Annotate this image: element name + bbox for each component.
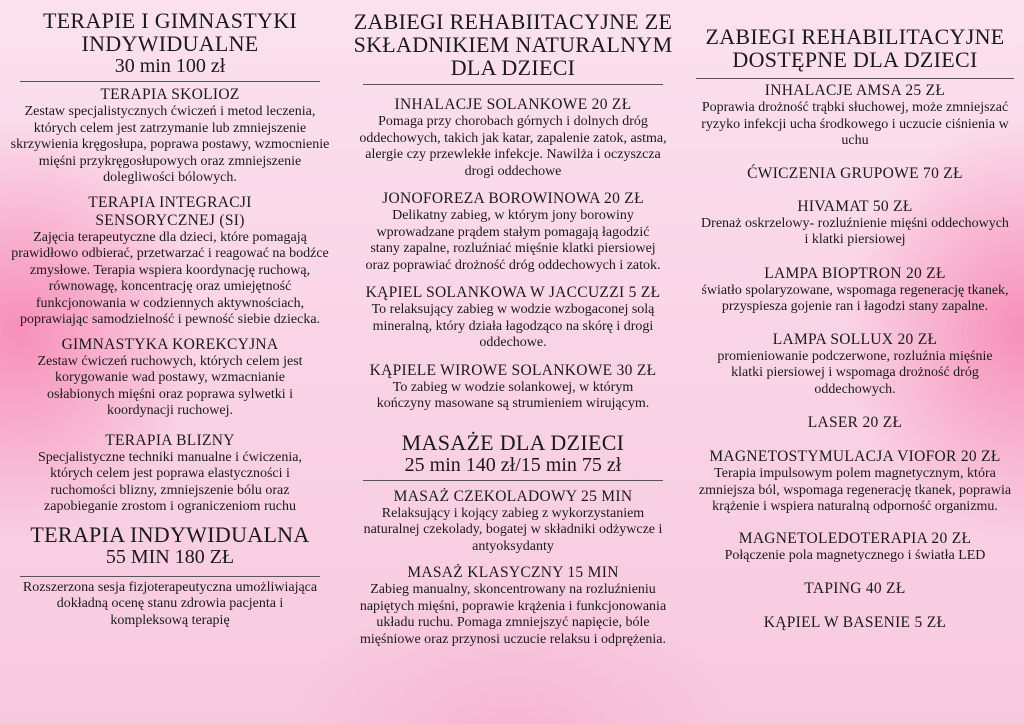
section-title-line: DOSTĘPNE DLA DZIECI bbox=[732, 47, 978, 72]
service-item bbox=[0, 432, 340, 516]
service-item bbox=[686, 331, 1024, 399]
service-description: Zestaw specjalistycznych ćwiczeń i metod leczenia, których celem jest zatrzymanie lub zmniejszenie skrzywienia kręgosłupa, poprawa postawy, wzmocnienie mięśni przykręgosłupowych oraz zmniejszenie dolegliwości bólowych. bbox=[10, 104, 330, 185]
service-title: MAGNETOLEDOTERAPIA 20 ZŁ bbox=[738, 529, 972, 547]
service-title: INHALACJE AMSA 25 ZŁ bbox=[764, 82, 946, 99]
section-title-line: ZABIEGI REHABILITACYJNE bbox=[705, 24, 1005, 49]
service-title: KĄPIELE WIROWE SOLANKOWE 30 ZŁ bbox=[369, 361, 657, 379]
divider bbox=[696, 78, 1014, 79]
service-item bbox=[340, 362, 686, 413]
divider bbox=[20, 81, 320, 82]
service-title: HIVAMAT 50 ZŁ bbox=[797, 197, 913, 215]
section-price: 55 MIN 180 ZŁ bbox=[105, 545, 235, 568]
service-item bbox=[0, 86, 340, 187]
service-item bbox=[686, 82, 1024, 150]
service-title: ĆWICZENIA GRUPOWE 70 ZŁ bbox=[747, 164, 963, 182]
service-item bbox=[686, 614, 1024, 632]
service-title: TERAPIA SKOLIOZ bbox=[100, 86, 240, 103]
service-title: MASAŻ KLASYCZNY 15 MIN bbox=[407, 564, 619, 581]
service-item bbox=[686, 165, 1024, 183]
service-item bbox=[340, 488, 686, 556]
service-title: MAGNETOSTYMULACJA VIOFOR 20 ZŁ bbox=[709, 448, 1001, 465]
service-title: GIMNASTYKA KOREKCYJNA bbox=[61, 335, 279, 353]
section-title-line: TERAPIE I GIMNASTYKI bbox=[42, 8, 298, 33]
service-description: Delikatny zabieg, w którym jony borowiny wprowadzane prądem stałym pomagają łagodzić stany zapalne, rozluźniać mięśnie klatki piersiowej oraz poprawiać drożność dróg oddechowych i zatok. bbox=[365, 208, 661, 273]
divider bbox=[363, 84, 663, 85]
service-title: LAMPA BIOPTRON 20 ZŁ bbox=[764, 264, 946, 282]
service-title: TERAPIA INTEGRACJI SENSORYCZNEJ (SI) bbox=[88, 193, 252, 229]
column-natural-treatments bbox=[340, 0, 686, 648]
service-title: LASER 20 ZŁ bbox=[807, 414, 903, 431]
service-description: Pomaga przy chorobach górnych i dolnych dróg oddechowych, takich jak katar, zapalenie zatok, astma, alergie czy przewlekłe infekcje. Nawilża i oczyszcza drogi oddechowe bbox=[359, 114, 667, 179]
service-description: Poprawia drożność trąbki słuchowej, może zmniejszać ryzyko infekcji ucha środkowego i uczucie ciśnienia w uchu bbox=[701, 100, 1009, 148]
service-title: JONOFOREZA BOROWINOWA 20 ZŁ bbox=[382, 190, 644, 207]
service-item bbox=[686, 414, 1024, 432]
service-item bbox=[686, 198, 1024, 249]
service-item bbox=[0, 336, 340, 420]
service-description: światło spolaryzowane, wspomaga regenerację tkanek, przyspiesza gojenie ran i łagodzi stany zapalne. bbox=[701, 282, 1009, 314]
service-description: Specjalistyczne techniki manualne i ćwiczenia, których celem jest poprawa elastyczności i ruchomości blizny, zmniejszenie bólu oraz zapobieganie zrostom i ograniczeniom ruchu bbox=[38, 449, 302, 514]
section-title-line: DLA DZIECI bbox=[450, 55, 576, 80]
service-description: promieniowanie podczerwone, rozluźnia mięśnie klatki piersiowej i wspomaga drożność dróg oddechowych. bbox=[717, 348, 993, 397]
service-item bbox=[686, 265, 1024, 316]
section-title: MASAŻE DLA DZIECI bbox=[401, 429, 625, 455]
service-title: KĄPIEL W BASENIE 5 ZŁ bbox=[763, 614, 947, 631]
section-title-line: ZABIEGI REHABIITACYJNE ZE bbox=[353, 9, 673, 34]
service-description: Rozszerzona sesja fizjoterapeutyczna umożliwiająca dokładną ocenę stanu zdrowia pacjenta i kompleksową terapię bbox=[22, 579, 318, 628]
service-title: TAPING 40 ZŁ bbox=[804, 580, 906, 597]
service-item bbox=[340, 190, 686, 274]
service-title: MASAŻ CZEKOLADOWY 25 MIN bbox=[393, 487, 633, 505]
service-title: LAMPA SOLLUX 20 ZŁ bbox=[772, 330, 938, 348]
divider bbox=[20, 576, 320, 577]
service-description: Zestaw ćwiczeń ruchowych, których celem jest korygowanie wad postawy, wzmacnianie osłabionych mięśni oraz poprawa sylwetki i koordynacji ruchowej. bbox=[37, 353, 303, 418]
section-price: 25 min 140 zł/15 min 75 zł bbox=[404, 453, 622, 476]
section-title: TERAPIA INDYWIDUALNA bbox=[30, 521, 310, 547]
service-description: Terapia impulsowym polem magnetycznym, która zmniejsza ból, wspomaga regenerację tkanek, poprawia krążenie i wspiera naturalną odporność organizmu. bbox=[698, 466, 1012, 514]
service-description: Relaksujący i kojący zabieg z wykorzystaniem naturalnej czekolady, bogatej w składniki odżywcze i antyoksydanty bbox=[363, 505, 663, 554]
section-price: 30 min 100 zł bbox=[114, 55, 226, 77]
service-item bbox=[686, 530, 1024, 565]
service-description: To relaksujący zabieg w wodzie wzbogaconej solą mineralną, który działa łagodząco na skórę i drogi oddechowe. bbox=[371, 302, 655, 350]
service-item bbox=[340, 96, 686, 180]
section-title-line: SKŁADNIKIEM NATURALNYM bbox=[353, 32, 673, 57]
service-item bbox=[340, 564, 686, 648]
service-item bbox=[686, 448, 1024, 516]
service-description: Zajęcia terapeutyczne dla dzieci, które pomagają prawidłowo odbierać, przetwarzać i reagować na bodźce zmysłowe. Terapia wspiera koordynację ruchową, równowagę, koncentrację oraz umiejętność funkcjonowania w codziennych aktywnościach, poprawiając samodzielność i pewność siebie dziecka. bbox=[11, 229, 329, 327]
service-item bbox=[0, 194, 340, 329]
column-individual-therapy bbox=[0, 0, 340, 629]
service-description: To zabieg w wodzie solankowej, w którym kończyny masowane są strumieniem wirującym. bbox=[376, 379, 650, 411]
service-description: Drenaż oskrzelowy- rozluźnienie mięśni oddechowych i klatki piersiowej bbox=[701, 215, 1009, 247]
service-item bbox=[686, 580, 1024, 598]
column-rehab-treatments bbox=[686, 0, 1024, 632]
service-description: Zabieg manualny, skoncentrowany na rozluźnieniu napiętych mięśni, poprawie krążenia i funkcjonowania układu ruchu. Pomaga zmniejszyć napięcie, bóle mięśniowe oraz przynosi uczucie relaksu i odprężenia. bbox=[359, 582, 667, 647]
service-item bbox=[340, 284, 686, 352]
service-title: INHALACJE SOLANKOWE 20 ZŁ bbox=[394, 96, 632, 113]
divider bbox=[363, 480, 663, 481]
service-description: Połączenie pola magnetycznego i światła LED bbox=[724, 547, 986, 563]
service-title: KĄPIEL SOLANKOWA W JACCUZZI 5 ZŁ bbox=[365, 284, 661, 301]
service-title: TERAPIA BLIZNY bbox=[105, 431, 235, 449]
section-title-line: INDYWIDUALNE bbox=[81, 31, 259, 56]
